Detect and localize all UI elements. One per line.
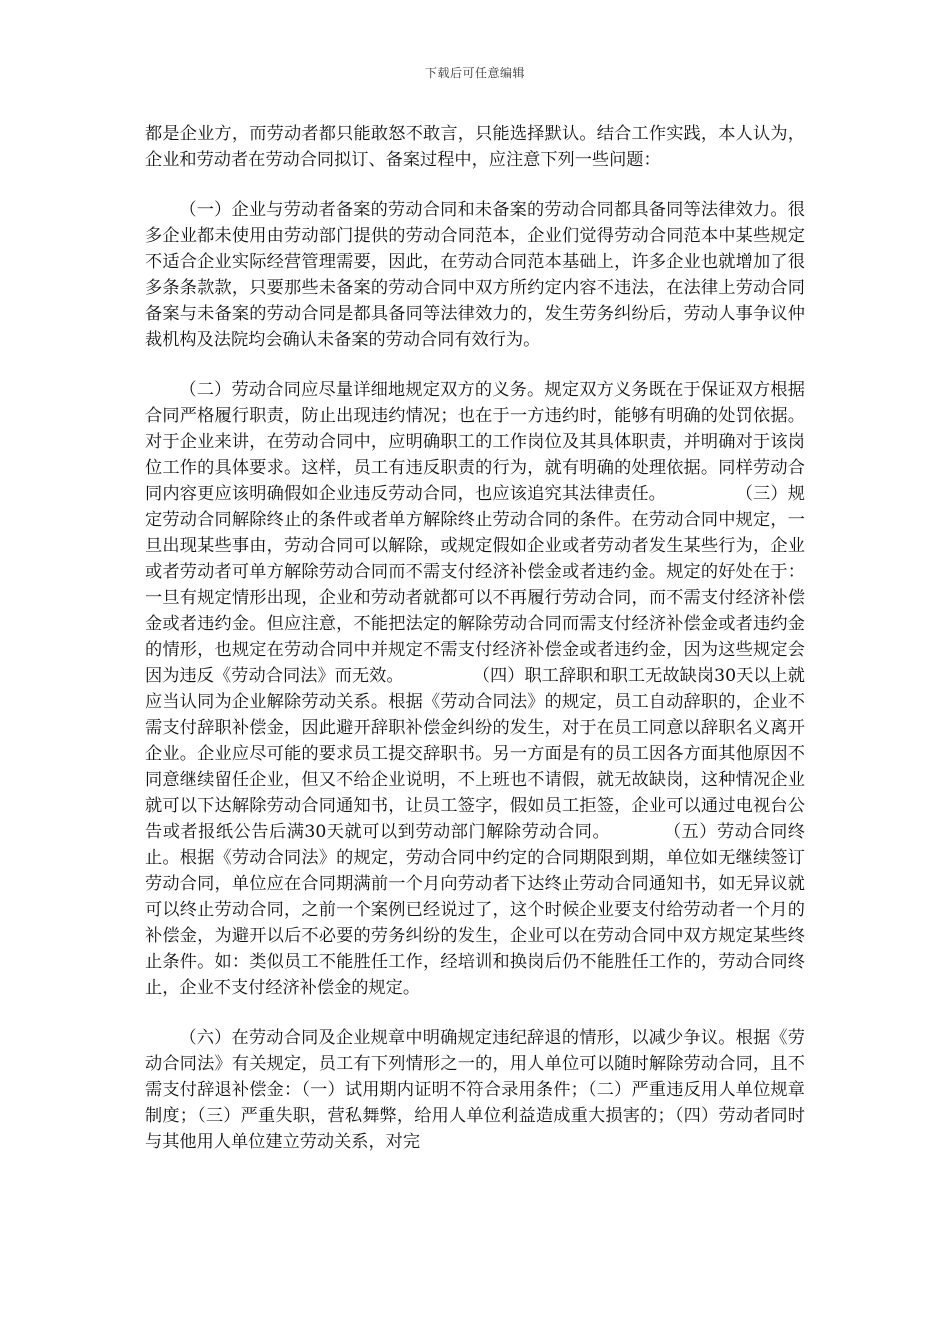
paragraph-section-6: （六）在劳动合同及企业规章中明确规定违纪辞退的情形，以减少争议。根据《劳动合同法》有关规定，员工有下列情形之一的，用人单位可以随时解除劳动合同，且不需支付辞退补偿金：（一）试用期内证明不符合录用条件；（二）严重违反用人单位规章制度；（三）严重失职，营私舞弊，给用人单位利益造成重大损害的；（四）劳动者同时与其他用人单位建立劳动关系，对完 (145, 1028, 805, 1152)
paragraph-section-1: （一）企业与劳动者备案的劳动合同和未备案的劳动合同都具备同等法律效力。很多企业都未使用由劳动部门提供的劳动合同范本，企业们觉得劳动合同范本中某些规定不适合企业实际经营管理需要，因此，在劳动合同范本基础上，许多企业也就增加了很多条条款款，只要那些未备案的劳动合同中双方所约定内容不违法，在法律上劳动合同备案与未备案的劳动合同是都具备同等法律效力的，发生劳务纠纷后，劳动人事争议仲裁机构及法院均会确认未备案的劳动合同有效行为。 (145, 200, 805, 350)
page-header: 下载后可任意编辑 (424, 66, 525, 80)
paragraph-sections-2-5: （二）劳动合同应尽量详细地规定双方的义务。规定双方义务既在于保证双方根据合同严格履行职责，防止出现违约情况；也在于一方违约时，能够有明确的处罚依据。对于企业来讲，在劳动合同中，应明确职工的工作岗位及其具体职责，并明确对于该岗位工作的具体要求。这样，员工有违反职责的行为，就有明确的处理依据。同样劳动合同内容更应该明确假如企业违反劳动合同，也应该追究其法律责任。 （三）规定劳动合同解除终止的条件或者单方解除终止劳动合同的条件。在劳动合同中规定，一旦出现某些事由，劳动合同可以解除，或规定假如企业或者劳动者发生某些行为，企业或者劳动者可单方解除劳动合同而不需支付经济补偿金或者违约金。规定的好处在于：一旦有规定情形出现，企业和劳动者就都可以不再履行劳动合同，而不需支付经济补偿金或者违约金。但应注意，不能把法定的解除劳动合同而需支付经济补偿金或者违约金的情形，也规定在劳动合同中并规定不需支付经济补偿金或者违约金，因为这些规定会因为违反《劳动合同法》而无效。 （四）职工辞职和职工无故缺岗30天以上就应当认同为企业解除劳动关系。根据《劳动合同法》的规定，员工自动辞职的，企业不需支付辞职补偿金，因此避开辞职补偿金纠纷的发生，对于在员工同意以辞职名义离开企业。企业应尽可能的要求员工提交辞职书。另一方面是有的员工因各方面其他原因不同意继续留任企业，但又不给企业说明，不上班也不请假，就无故缺岗，这种情况企业就可以下达解除劳动合同通知书，让员工签字，假如员工拒签，企业可以通过电视台公告或者报纸公告后满30天就可以到劳动部门解除劳动合同。 （五）劳动合同终止。根据《劳动合同法》的规定，劳动合同中约定的合同期限到期，单位如无继续签订劳动合同，单位应在合同期满前一个月向劳动者下达终止劳动合同通知书，如无异议就可以终止劳动合同，之前一个案例已经说过了，这个时候企业要支付给劳动者一个月的补偿金，为避开以后不必要的劳务纠纷的发生，企业可以在劳动合同中双方规定某些终止条件。如：类似员工不能胜任工作，经培训和换岗后仍不能胜任工作的，劳动合同终止，企业不支付经济补偿金的规定。 (145, 380, 805, 998)
document-body (145, 121, 805, 1155)
paragraph-intro: 都是企业方，而劳动者都只能敢怒不敢言，只能选择默认。结合工作实践，本人认为，企业和劳动者在劳动合同拟订、备案过程中，应注意下列一些问题： (145, 124, 805, 170)
